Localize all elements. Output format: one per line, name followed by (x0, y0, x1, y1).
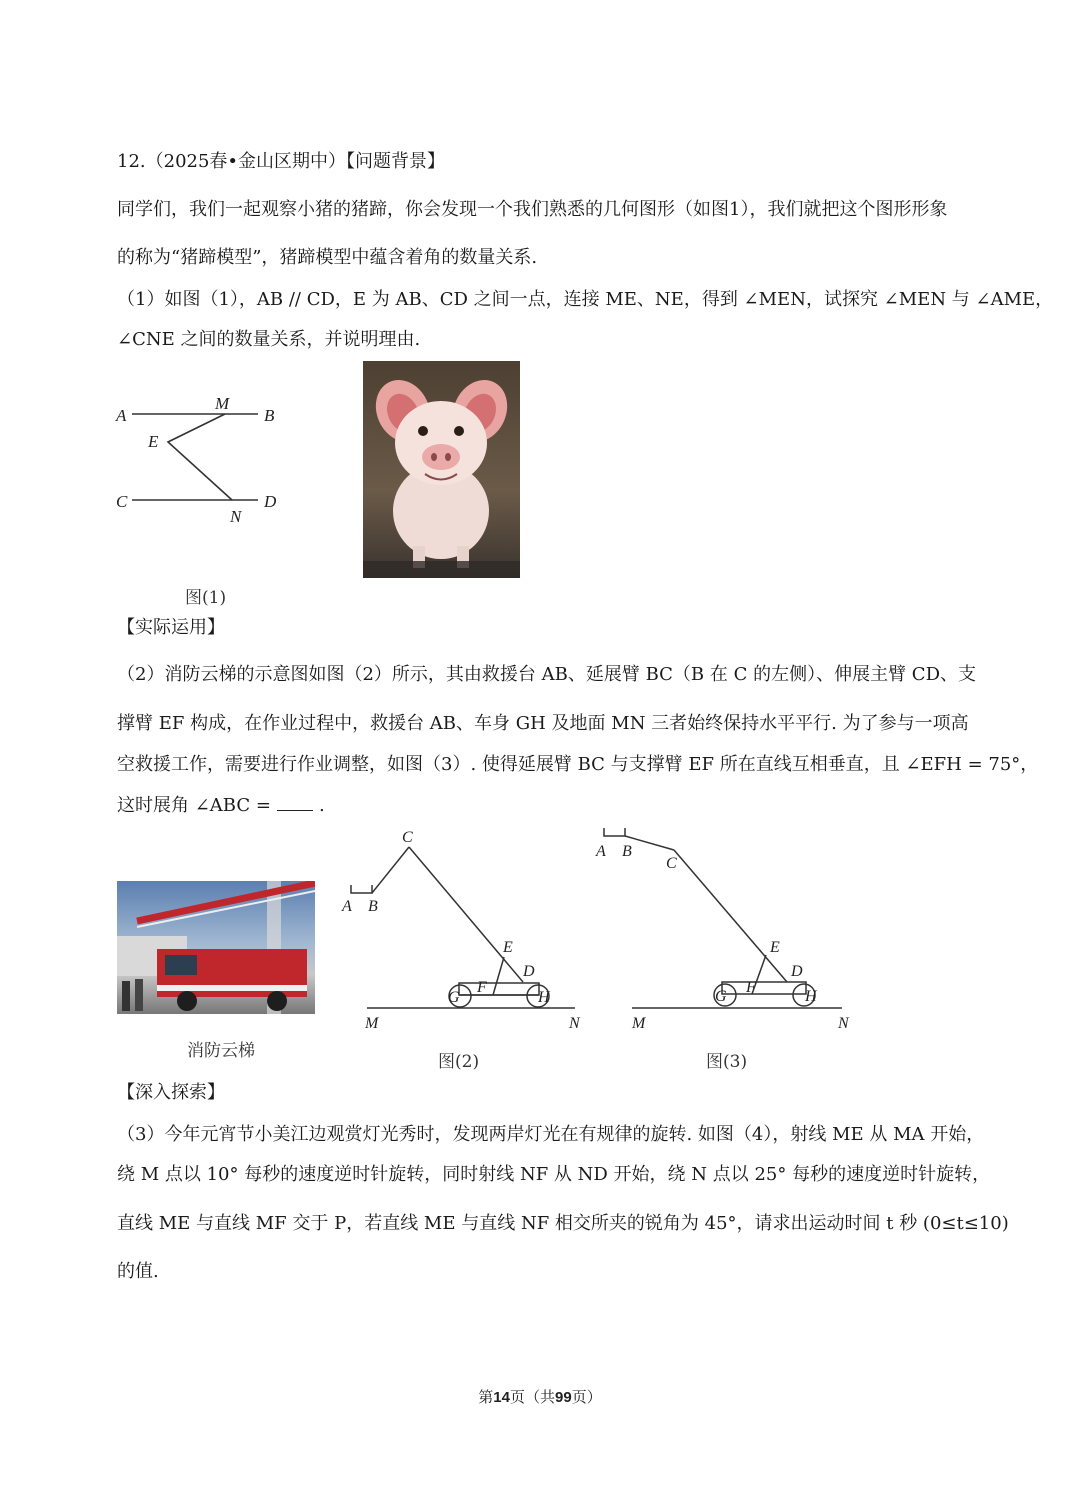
rescue-platform-AB (604, 828, 625, 836)
question2-angle-prompt: 这时展角 ∠ABC = (117, 795, 271, 816)
question1-line-2: ∠CNE 之间的数量关系，并说明理由. (117, 329, 421, 350)
label-E: E (148, 432, 159, 451)
page-footer (0, 1386, 1080, 1407)
figure-3-caption: 图(3) (706, 1052, 748, 1072)
label-B: B (368, 898, 378, 915)
main-arm-CD (674, 850, 787, 982)
background-line-2: 的称为“猪蹄模型”，猪蹄模型中蕴含着角的数量关系. (117, 247, 538, 268)
footer-middle: 页（共 (509, 1388, 555, 1406)
label-H: H (805, 988, 817, 1005)
label-N: N (838, 1015, 849, 1032)
label-C: C (116, 492, 128, 511)
figure-1-diagram (110, 390, 300, 530)
figure-1-caption: 图(1) (185, 588, 227, 608)
photo-caption: 消防云梯 (187, 1041, 255, 1061)
question2-line-1: （2）消防云梯的示意图如图（2）所示，其由救援台 AB、延展臂 BC（B 在 C 的左侧）、伸展主臂 CD、支 (117, 664, 976, 685)
label-M: M (632, 1015, 646, 1032)
question2-line-4 (117, 793, 325, 819)
label-E: E (503, 939, 513, 956)
label-C: C (666, 855, 677, 872)
label-C: C (402, 829, 413, 846)
label-G: G (715, 988, 727, 1005)
support-arm-EF (493, 957, 504, 995)
footer-suffix: 页） (571, 1388, 602, 1406)
footer-page-number: 14 (493, 1389, 510, 1406)
label-A: A (342, 898, 352, 915)
question3-line-3: 直线 ME 与直线 MF 交于 P，若直线 ME 与直线 NF 相交所夹的锐角为 45°，请求出运动时间 t 秒 (0≤t≤10) (117, 1213, 1009, 1234)
question2-line-3: 空救援工作，需要进行作业调整，如图（3）. 使得延展臂 BC 与支撑臂 EF 所在直线互相垂直，且 ∠EFH = 75°， (117, 754, 1039, 775)
label-M: M (215, 394, 230, 413)
label-N: N (569, 1015, 580, 1032)
footer-prefix: 第 (478, 1388, 494, 1406)
label-N: N (230, 507, 242, 526)
question3-line-2: 绕 M 点以 10° 每秒的速度逆时针旋转，同时射线 NF 从 ND 开始，绕 N 点以 25° 每秒的速度逆时针旋转， (117, 1164, 991, 1185)
pig-photo (363, 361, 520, 578)
label-D: D (523, 963, 535, 980)
rescue-platform-AB (351, 885, 372, 893)
extension-arm-BC (625, 836, 674, 850)
problem-header: 12.（2025春•金山区期中）【问题背景】 (117, 151, 446, 172)
figure-2-diagram (335, 825, 595, 1040)
label-E: E (770, 939, 780, 956)
extension-arm-BC (372, 847, 409, 893)
figure-2-caption: 图(2) (438, 1052, 480, 1072)
question3-line-1: （3）今年元宵节小美江边观赏灯光秀时，发现两岸灯光在有规律的旋转. 如图（4），射线 ME 从 MA 开始， (117, 1124, 985, 1145)
background-line-1: 同学们，我们一起观察小猪的猪蹄，你会发现一个我们熟悉的几何图形（如图1），我们就把这个图形形象 (117, 199, 948, 220)
question2-line-2: 撑臂 EF 构成，在作业过程中，救援台 AB、车身 GH 及地面 MN 三者始终保持水平平行. 为了参与一项高 (117, 713, 969, 734)
label-B: B (622, 843, 632, 860)
fire-ladder-photo (117, 881, 315, 1014)
label-D: D (264, 492, 277, 511)
label-G: G (448, 989, 460, 1006)
figure-3-diagram (592, 822, 862, 1037)
label-A: A (116, 406, 127, 425)
footer-total-pages: 99 (555, 1389, 572, 1406)
segment-MEN (168, 414, 232, 500)
label-M: M (365, 1015, 379, 1032)
question2-period: . (318, 795, 325, 816)
question1-line-1: （1）如图（1），AB // CD，E 为 AB、CD 之间一点，连接 ME、NE，得到 ∠MEN，试探究 ∠MEN 与 ∠AME， (117, 289, 1054, 310)
label-A: A (596, 843, 606, 860)
answer-blank[interactable] (277, 796, 313, 811)
main-arm-CD (409, 847, 523, 982)
label-H: H (538, 989, 550, 1006)
question3-line-4: 的值. (117, 1261, 159, 1282)
section-explore-heading: 【深入探索】 (117, 1082, 225, 1103)
section-practice-heading: 【实际运用】 (117, 617, 225, 638)
label-F: F (477, 979, 487, 996)
label-B: B (264, 406, 275, 425)
label-F: F (746, 979, 756, 996)
label-D: D (791, 963, 803, 980)
